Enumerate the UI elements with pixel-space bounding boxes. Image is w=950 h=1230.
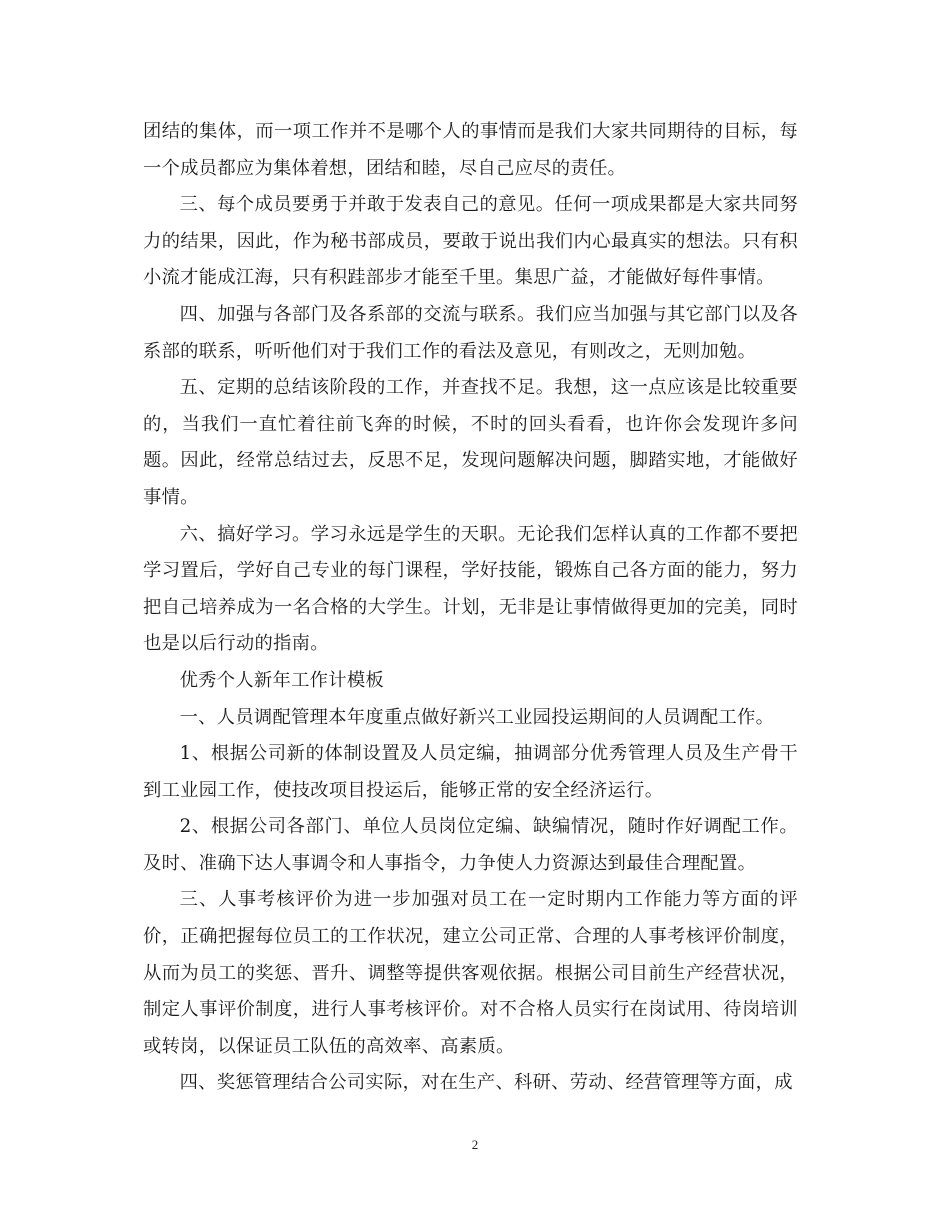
paragraph: 团结的集体，而一项工作并不是哪个人的事情而是我们大家共同期待的目标，每一个成员都应为集体着想，团结和睦，尽自己应尽的责任。 [143,121,798,179]
paragraph: 四、加强与各部门及各系部的交流与联系。我们应当加强与其它部门以及各系部的联系，听听他们对于我们工作的看法及意见，有则改之，无则加勉。 [143,303,798,362]
paragraph: 一、人员调配管理本年度重点做好新兴工业园投运期间的人员调配工作。 [179,706,775,728]
document-body [143,114,798,1102]
paragraph: 优秀个人新年工作计模板 [179,669,384,691]
paragraph: 六、搞好学习。学习永远是学生的天职。无论我们怎样认真的工作都不要把学习置后，学好自己专业的每门课程，学好技能，锻炼自己各方面的能力，努力把自己培养成为一名合格的大学生。计划，无非是让事情做得更加的完美，同时也是以后行动的指南。 [143,523,798,655]
paragraph: 三、人事考核评价为进一步加强对员工在一定时期内工作能力等方面的评价，正确把握每位员工的工作状况，建立公司正常、合理的人事考核评价制度，从而为员工的奖惩、晋升、调整等提供客观依据。根据公司目前生产经营状况，制定人事评价制度，进行人事考核评价。对不合格人员实行在岗试用、待岗培训或转岗，以保证员工队伍的高效率、高素质。 [143,889,798,1057]
paragraph: 1、根据公司新的体制设置及人员定编，抽调部分优秀管理人员及生产骨干到工业园工作，使技改项目投运后，能够正常的安全经济运行。 [143,743,798,801]
paragraph: 三、每个成员要勇于并敢于发表自己的意见。任何一项成果都是大家共同努力的结果，因此，作为秘书部成员，要敢于说出我们内心最真实的想法。只有积小流才能成江海，只有积跬部步才能至千里。集思广益，才能做好每件事情。 [143,194,798,289]
paragraph: 四、奖惩管理结合公司实际，对在生产、科研、劳动、经营管理等方面，成 [179,1072,793,1094]
page-number: 2 [471,1137,479,1152]
paragraph: 五、定期的总结该阶段的工作，并查找不足。我想，这一点应该是比较重要的，当我们一直忙着往前飞奔的时候，不时的回头看看，也许你会发现许多问题。因此，经常总结过去，反思不足，发现问题解决问题，脚踏实地，才能做好事情。 [143,377,798,508]
paragraph: 2、根据公司各部门、单位人员岗位定编、缺编情况，随时作好调配工作。及时、准确下达人事调令和人事指令，力争使人力资源达到最佳合理配置。 [143,816,798,874]
